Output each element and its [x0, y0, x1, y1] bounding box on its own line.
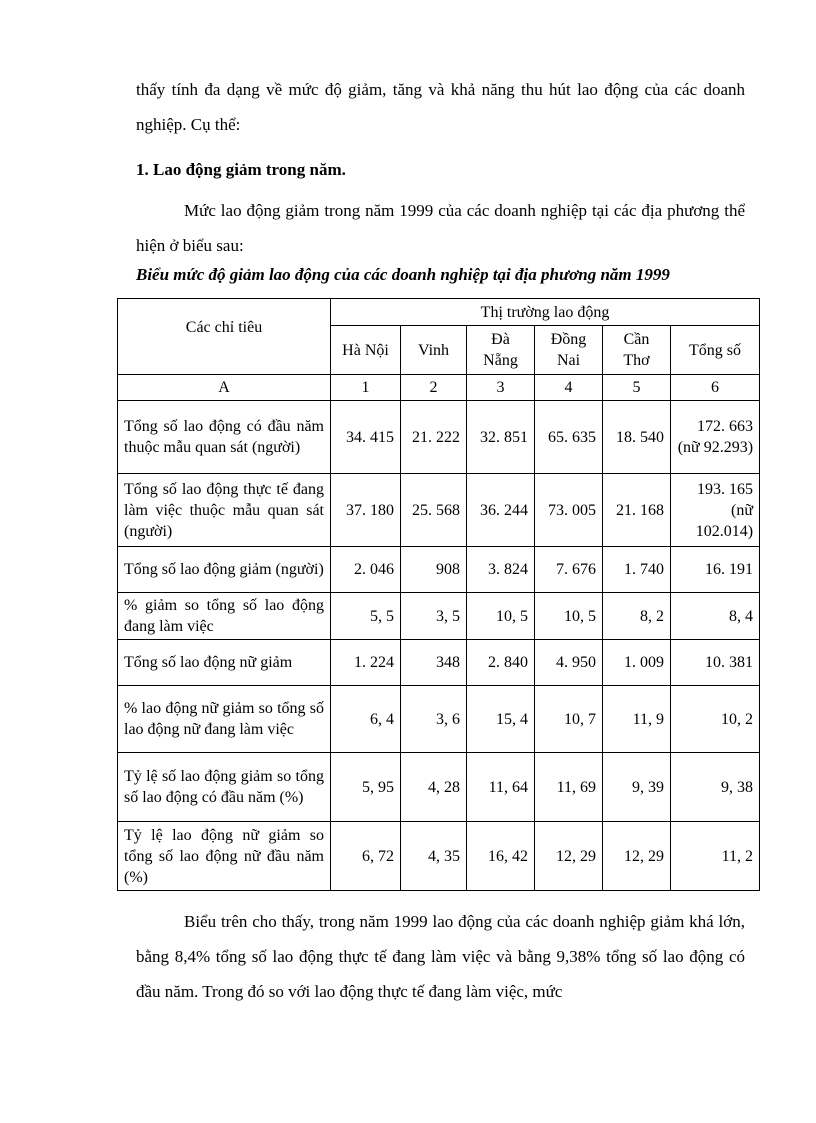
value-cell: 2. 046: [331, 547, 401, 593]
value-cell: 1. 740: [603, 547, 671, 593]
table-row: [118, 547, 760, 593]
column-header: Đồng Nai: [535, 326, 603, 375]
value-cell: 4, 35: [401, 822, 467, 891]
value-cell: 3, 6: [401, 686, 467, 753]
value-cell: 18. 540: [603, 401, 671, 474]
value-cell: 6, 4: [331, 686, 401, 753]
value-cell: 4, 28: [401, 753, 467, 822]
value-cell: 12, 29: [535, 822, 603, 891]
table-caption: Biểu mức độ giảm lao động của các doanh nghiệp tại địa phương năm 1999: [136, 265, 670, 284]
value-cell: 10, 2: [671, 686, 760, 753]
value-cell: 25. 568: [401, 474, 467, 547]
table-row: [118, 822, 760, 891]
row-label: Tỷ lệ lao động nữ giảm so tổng số lao động nữ đầu năm (%): [118, 822, 331, 891]
value-cell: 16. 191: [671, 547, 760, 593]
lead-paragraph: Mức lao động giảm trong năm 1999 của các doanh nghiệp tại các địa phương thể hiện ở biểu sau:: [136, 201, 745, 255]
table-row: [118, 593, 760, 640]
index-cell: 6: [671, 375, 760, 401]
value-cell: 11, 69: [535, 753, 603, 822]
column-header: Tổng số: [671, 326, 760, 375]
value-cell: 15, 4: [467, 686, 535, 753]
row-label: Tỷ lệ số lao động giảm so tổng số lao động có đầu năm (%): [118, 753, 331, 822]
row-label: % giảm so tổng số lao động đang làm việc: [118, 593, 331, 640]
row-label: Tổng số lao động nữ giảm: [118, 640, 331, 686]
value-cell: 21. 168: [603, 474, 671, 547]
row-label: % lao động nữ giảm so tổng số lao động nữ đang làm việc: [118, 686, 331, 753]
corner-header: Các chỉ tiêu: [118, 299, 331, 375]
column-header: Hà Nội: [331, 326, 401, 375]
column-header: Vinh: [401, 326, 467, 375]
value-cell: 10, 7: [535, 686, 603, 753]
value-cell: 37. 180: [331, 474, 401, 547]
row-label: Tổng số lao động có đầu năm thuộc mẫu quan sát (người): [118, 401, 331, 474]
value-cell: 36. 244: [467, 474, 535, 547]
value-cell: 9, 38: [671, 753, 760, 822]
value-cell: 11, 2: [671, 822, 760, 891]
table-body: [118, 401, 760, 891]
index-cell: 1: [331, 375, 401, 401]
value-cell: 6, 72: [331, 822, 401, 891]
value-cell: 16, 42: [467, 822, 535, 891]
index-cell: 4: [535, 375, 603, 401]
value-cell: 32. 851: [467, 401, 535, 474]
table-row: [118, 474, 760, 547]
index-cell: 3: [467, 375, 535, 401]
table-row: [118, 401, 760, 474]
value-cell: 65. 635: [535, 401, 603, 474]
table-row: [118, 640, 760, 686]
value-cell: 8, 2: [603, 593, 671, 640]
value-cell: 3. 824: [467, 547, 535, 593]
value-cell: 73. 005: [535, 474, 603, 547]
value-cell: 9, 39: [603, 753, 671, 822]
section-heading: 1. Lao động giảm trong năm.: [136, 160, 346, 179]
value-cell: 11, 64: [467, 753, 535, 822]
group-header: Thị trường lao động: [331, 299, 760, 326]
value-cell: 1. 224: [331, 640, 401, 686]
value-cell: 4. 950: [535, 640, 603, 686]
column-header: Đà Nẵng: [467, 326, 535, 375]
index-cell: 2: [401, 375, 467, 401]
index-cell: 5: [603, 375, 671, 401]
labor-table: [117, 298, 760, 891]
intro-paragraph: thấy tính đa dạng về mức độ giảm, tăng và khả năng thu hút lao động của các doanh nghiệp. Cụ thể:: [136, 80, 745, 134]
value-cell: 1. 009: [603, 640, 671, 686]
value-cell: 12, 29: [603, 822, 671, 891]
value-cell: 8, 4: [671, 593, 760, 640]
column-header: Cần Thơ: [603, 326, 671, 375]
value-cell: 5, 5: [331, 593, 401, 640]
value-cell: 908: [401, 547, 467, 593]
table-row: [118, 686, 760, 753]
value-cell: 193. 165 (nữ 102.014): [671, 474, 760, 547]
value-cell: 2. 840: [467, 640, 535, 686]
value-cell: 3, 5: [401, 593, 467, 640]
value-cell: 348: [401, 640, 467, 686]
row-label: Tổng số lao động thực tế đang làm việc thuộc mẫu quan sát (người): [118, 474, 331, 547]
value-cell: 10. 381: [671, 640, 760, 686]
value-cell: 10, 5: [467, 593, 535, 640]
value-cell: 10, 5: [535, 593, 603, 640]
index-row: [118, 375, 760, 401]
conclusion-paragraph: Biểu trên cho thấy, trong năm 1999 lao động của các doanh nghiệp giảm khá lớn, bằng 8,4% tổng số lao động thực tế đang làm việc và bằng 9,38% tổng số lao động có đầu năm. Trong đó so với lao động thực tế đang làm việc, mức: [136, 912, 745, 1001]
value-cell: 21. 222: [401, 401, 467, 474]
table-row: [118, 753, 760, 822]
value-cell: 34. 415: [331, 401, 401, 474]
value-cell: 7. 676: [535, 547, 603, 593]
index-cell: A: [118, 375, 331, 401]
row-label: Tổng số lao động giảm (người): [118, 547, 331, 593]
value-cell: 11, 9: [603, 686, 671, 753]
value-cell: 5, 95: [331, 753, 401, 822]
value-cell: 172. 663 (nữ 92.293): [671, 401, 760, 474]
